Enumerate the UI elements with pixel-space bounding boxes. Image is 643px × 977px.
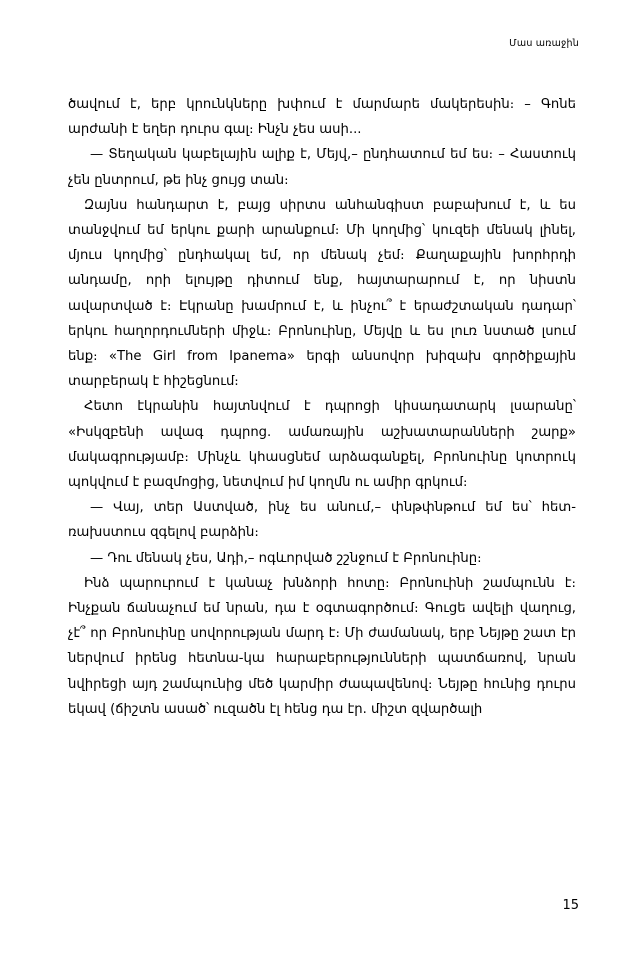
page-number: 15	[562, 898, 579, 913]
paragraph: Հետո էկրանին հայտնվում է դպրոցի կիսադատարկ լսարանը՝ «Իսկզբենի ավագ դպրոց. ամառային աշխատարանների շարք» մակագրությամբ։ Մինչև կհասցնեմ արձագանքել, Բրոնուինը կոտրուկ պոկվում է բազմոցից, նետվում իմ կողմն ու ամիր գրկում։	[68, 399, 576, 491]
paragraph: ծավում է, երբ կրունկները խփում է մարմարե մակերեսին։ – Գոնե արժանի է եղեր դուրս գալ։ Ինչն չես ասի...	[68, 97, 576, 138]
paragraph: — Վայ, տեր Աստված, ինչ ես անում,– փնթփնթում եմ ես՝ հետ-ռախստուս զգելով բարձին։	[68, 500, 576, 541]
paragraph: — Տեղական կաբելային ալիք է, Մեյվ,– ընդհատում եմ ես։ – Հաստուկ չեն ընտրում, թե ինչ ցույց տան։	[68, 147, 576, 188]
paragraph: Ինձ պարուրում է կանաչ խնձորի հոտը։ Բրոնուինի շամպունն է։ Ինչքան ճանաչում եմ նրան, դա է օգտագործում։ Գուցե ավելի վաղուց, չէ՞ որ Բրոնուինը սովորության մարդ է։ Մի ժամանակ, երբ Նեյթը շատ էր ներվում իրենց հետնա-կա հարաբերությունների պատճառով, նրան նվիրեցի այդ շամպունից մեծ կարմիր ժապավենով։ Նեյթը հունից դուրս եկավ (ճիշտն ասած՝ ուզածն էլ հենց դա էր. միշտ զվարծալի	[68, 575, 576, 717]
paragraph: Զայնս հանդարտ է, բայց սիրտս անհանգիստ բաբախում է, և ես տանջվում եմ երկու քարի արանքում։ Մի կողմից՝ կուզեի մենակ լինել, մյուս կողմից՝ ընդհակալ եմ, որ մենակ չեմ։ Քաղաքային խորհրդի անդամը, որի ելույթը դիտում ենք, հայտարարում է, որ նիստն ավարտված է։ Էկրանը խամրում է, և ինչու՞ է երաժշտական դադար՝ երկու հաղորդումների միջև։ Բրոնուինը, Մեյվը և ես լուռ նստած լսում ենք։ «The Girl from Ipanema» երգի անսովոր խիզախ գործիքային տարբերակ է հիշեցնում։	[68, 197, 576, 390]
page-body	[68, 92, 576, 722]
running-head: Մաս առաջին	[509, 38, 579, 49]
paragraph: — Դու մենակ չես, Ադի,– ոգևորված շշնջում է Բրոնուինը։	[90, 550, 482, 566]
